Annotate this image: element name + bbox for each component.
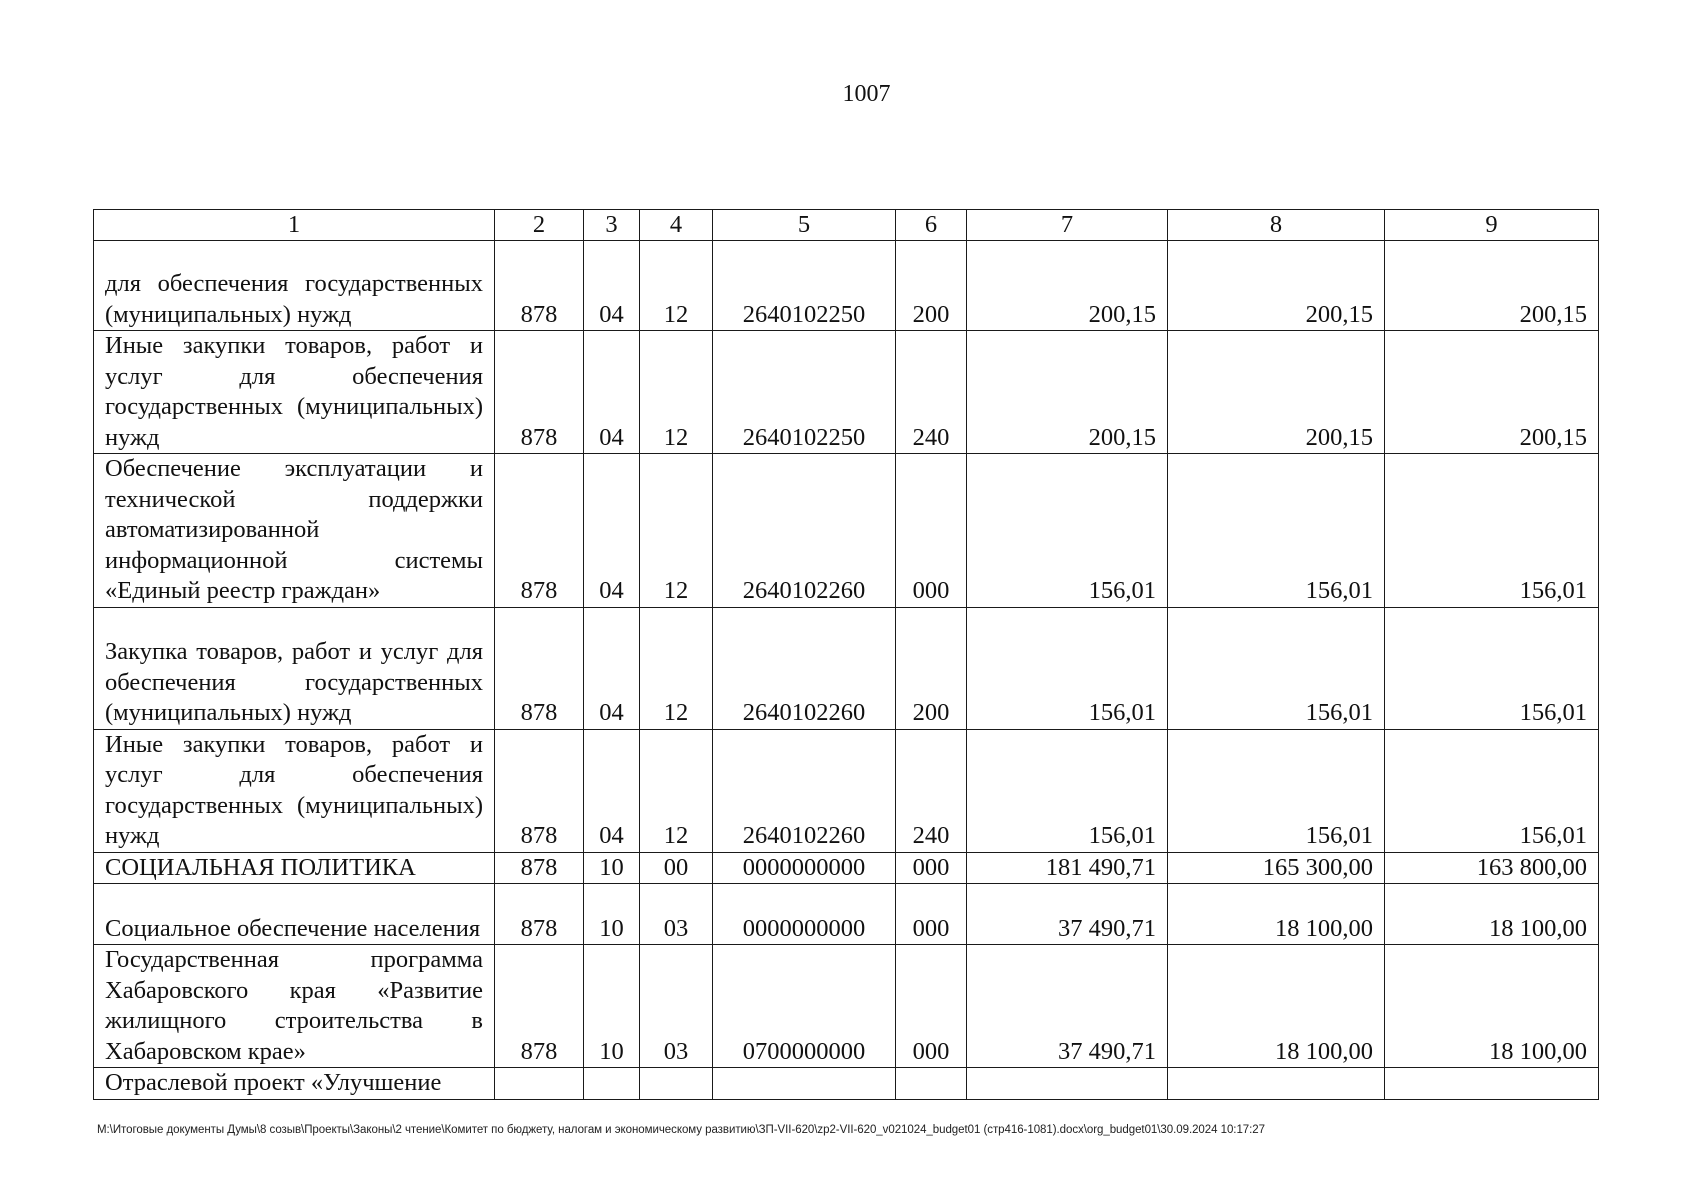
table-row [94,945,1599,1068]
amount-col8-cell: 200,15 [1168,241,1385,331]
amount-col7-cell: 156,01 [967,607,1168,729]
page-number: 1007 [842,81,891,107]
target-article-cell: 2640102250 [713,241,896,331]
table-row [94,1068,1599,1100]
amount-col8-cell [1168,1068,1385,1100]
ministry-code-cell: 878 [495,729,584,852]
amount-col8-cell: 156,01 [1168,607,1385,729]
row-name-cell: Обеспечение эксплуатации и технической поддержки автоматизированной информационной системы «Единый реестр граждан» [94,454,495,608]
header-cell-1: 1 [94,210,495,241]
ministry-code-cell: 878 [495,852,584,884]
section-code-cell [584,1068,640,1100]
ministry-code-cell: 878 [495,945,584,1068]
amount-col9-cell [1385,1068,1599,1100]
amount-col7-cell: 181 490,71 [967,852,1168,884]
subsection-code-cell: 12 [640,607,713,729]
target-article-cell: 2640102260 [713,454,896,608]
amount-col9-cell: 18 100,00 [1385,945,1599,1068]
row-name-cell: Отраслевой проект «Улучшение [94,1068,495,1100]
table-row [94,607,1599,729]
target-article-cell: 0000000000 [713,884,896,945]
section-code-cell: 04 [584,241,640,331]
ministry-code-cell: 878 [495,454,584,608]
section-code-cell: 04 [584,607,640,729]
target-article-cell: 0700000000 [713,945,896,1068]
expense-type-cell: 000 [896,454,967,608]
subsection-code-cell: 12 [640,729,713,852]
ministry-code-cell: 878 [495,884,584,945]
amount-col7-cell: 200,15 [967,241,1168,331]
ministry-code-cell [495,1068,584,1100]
ministry-code-cell: 878 [495,241,584,331]
amount-col9-cell: 156,01 [1385,729,1599,852]
amount-col9-cell: 156,01 [1385,607,1599,729]
expense-type-cell: 000 [896,884,967,945]
section-code-cell: 10 [584,945,640,1068]
amount-col9-cell: 163 800,00 [1385,852,1599,884]
ministry-code-cell: 878 [495,331,584,454]
subsection-code-cell: 12 [640,241,713,331]
amount-col7-cell: 156,01 [967,454,1168,608]
section-code-cell: 04 [584,454,640,608]
expense-type-cell: 240 [896,729,967,852]
subsection-code-cell: 12 [640,331,713,454]
header-cell-7: 7 [967,210,1168,241]
target-article-cell: 2640102260 [713,729,896,852]
row-name-cell: Иные закупки товаров, работ и услуг для обеспечения государственных (муниципальных) нужд [94,331,495,454]
amount-col8-cell: 165 300,00 [1168,852,1385,884]
row-name-cell: Закупка товаров, работ и услуг для обеспечения государственных (муниципальных) нужд [94,607,495,729]
amount-col9-cell: 18 100,00 [1385,884,1599,945]
table-row [94,454,1599,608]
amount-col7-cell: 200,15 [967,331,1168,454]
section-code-cell: 10 [584,852,640,884]
target-article-cell: 2640102260 [713,607,896,729]
subsection-code-cell [640,1068,713,1100]
section-code-cell: 04 [584,331,640,454]
header-cell-5: 5 [713,210,896,241]
section-code-cell: 04 [584,729,640,852]
section-code-cell: 10 [584,884,640,945]
header-cell-6: 6 [896,210,967,241]
subsection-code-cell: 12 [640,454,713,608]
header-cell-9: 9 [1385,210,1599,241]
expense-type-cell: 000 [896,852,967,884]
expense-type-cell [896,1068,967,1100]
amount-col8-cell: 18 100,00 [1168,884,1385,945]
amount-col7-cell: 156,01 [967,729,1168,852]
subsection-code-cell: 03 [640,945,713,1068]
row-name-cell: СОЦИАЛЬНАЯ ПОЛИТИКА [94,852,495,884]
amount-col7-cell: 37 490,71 [967,945,1168,1068]
expense-type-cell: 200 [896,607,967,729]
header-cell-4: 4 [640,210,713,241]
header-cell-8: 8 [1168,210,1385,241]
amount-col8-cell: 156,01 [1168,454,1385,608]
row-name-cell: для обеспечения государственных (муниципальных) нужд [94,241,495,331]
header-row [94,210,1599,241]
budget-table [93,209,1599,1100]
ministry-code-cell: 878 [495,607,584,729]
amount-col8-cell: 18 100,00 [1168,945,1385,1068]
amount-col8-cell: 200,15 [1168,331,1385,454]
expense-type-cell: 000 [896,945,967,1068]
table-row [94,241,1599,331]
amount-col7-cell: 37 490,71 [967,884,1168,945]
table-row [94,729,1599,852]
subsection-code-cell: 03 [640,884,713,945]
row-name-cell: Государственная программа Хабаровского края «Развитие жилищного строительства в Хабаровском крае» [94,945,495,1068]
target-article-cell: 0000000000 [713,852,896,884]
amount-col9-cell: 200,15 [1385,331,1599,454]
amount-col9-cell: 156,01 [1385,454,1599,608]
row-name-cell: Социальное обеспечение населения [94,884,495,945]
header-cell-2: 2 [495,210,584,241]
row-name-cell: Иные закупки товаров, работ и услуг для обеспечения государственных (муниципальных) нужд [94,729,495,852]
amount-col8-cell: 156,01 [1168,729,1385,852]
subsection-code-cell: 00 [640,852,713,884]
table-row [94,884,1599,945]
table-row [94,852,1599,884]
table-row [94,331,1599,454]
amount-col7-cell [967,1068,1168,1100]
document-file-path: M:\Итоговые документы Думы\8 созыв\Проекты\Законы\2 чтение\Комитет по бюджету, налогам и экономическому развитию\ЗП-VII-620\zp2-VII-620_v021024_budget01 (стр416-1081).docx\org_budget01\30.09.2024 10:17:27 [97,1124,1265,1136]
amount-col9-cell: 200,15 [1385,241,1599,331]
header-cell-3: 3 [584,210,640,241]
target-article-cell [713,1068,896,1100]
target-article-cell: 2640102250 [713,331,896,454]
expense-type-cell: 240 [896,331,967,454]
expense-type-cell: 200 [896,241,967,331]
